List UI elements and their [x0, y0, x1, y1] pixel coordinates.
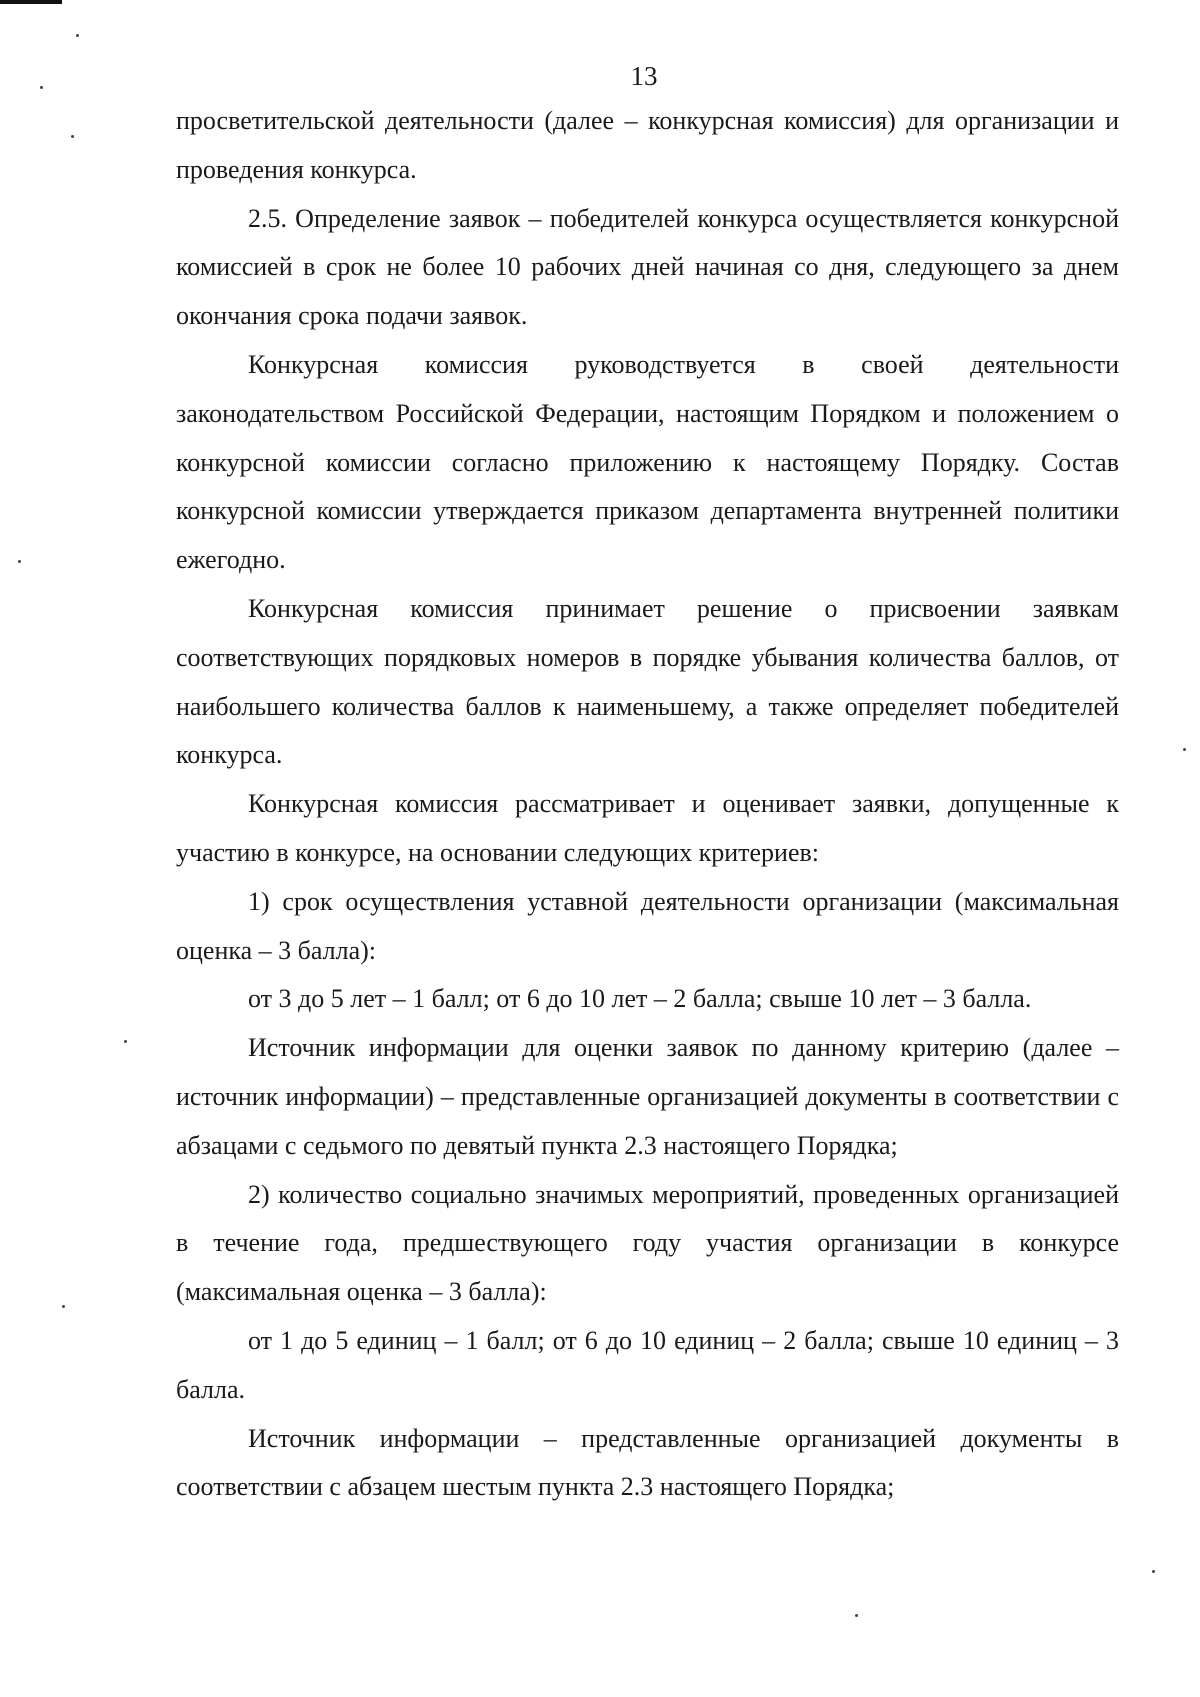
scan-speck [124, 1040, 127, 1043]
page-number: 13 [630, 61, 658, 91]
paragraph: Конкурсная комиссия принимает решение о присвоении заявкам соответствующих порядковых номеров в порядке убывания количества баллов, от наибольшего количества баллов к наименьшему, а также определяет победителей конкурса. [176, 593, 1119, 770]
scan-corner-mark [0, 0, 62, 4]
scan-speck [855, 1614, 858, 1617]
paragraph: Источник информации – представленные организацией документы в соответствии с абзацем шестым пункта 2.3 настоящего Порядка; [176, 1423, 1119, 1502]
scan-speck [1183, 748, 1186, 751]
paragraph: 2) количество социально значимых мероприятий, проведенных организацией в течение года, предшествующего году участия организации в конкурсе (максимальная оценка – 3 балла): [176, 1179, 1119, 1307]
scan-speck [1152, 1570, 1155, 1573]
scan-speck [76, 34, 79, 37]
paragraph: Конкурсная комиссия руководствуется в своей деятельности законодательством Российской Федерации, настоящим Порядком и положением о конкурсной комиссии согласно приложению к настоящему Порядку. Состав конкурсной комиссии утверждается приказом департамента внутренней политики ежегодно. [176, 349, 1119, 575]
paragraph: 2.5. Определение заявок – победителей конкурса осуществляется конкурсной комиссией в срок не более 10 рабочих дней начиная со дня, следующего за днем окончания срока подачи заявок. [176, 203, 1119, 331]
scan-speck [18, 560, 21, 563]
body-text [176, 97, 1119, 1512]
paragraph: Конкурсная комиссия рассматривает и оценивает заявки, допущенные к участию в конкурсе, на основании следующих критериев: [176, 789, 1119, 867]
paragraph: от 1 до 5 единиц – 1 балл; от 6 до 10 единиц – 2 балла; свыше 10 единиц – 3 балла. [176, 1325, 1119, 1404]
paragraph: от 3 до 5 лет – 1 балл; от 6 до 10 лет – 2 балла; свыше 10 лет – 3 балла. [248, 984, 1032, 1014]
scan-speck [62, 1305, 65, 1308]
paragraph: Источник информации для оценки заявок по данному критерию (далее – источник информации) – представленные организацией документы в соответствии с абзацами с седьмого по девятый пункта 2.3 настоящего Порядка; [176, 1033, 1119, 1160]
scan-speck [71, 135, 74, 138]
paragraph: 1) срок осуществления уставной деятельности организации (максимальная оценка – 3 балла): [176, 886, 1119, 965]
paragraph: просветительской деятельности (далее – конкурсная комиссия) для организации и проведения конкурса. [176, 106, 1119, 184]
scan-speck [40, 86, 43, 89]
